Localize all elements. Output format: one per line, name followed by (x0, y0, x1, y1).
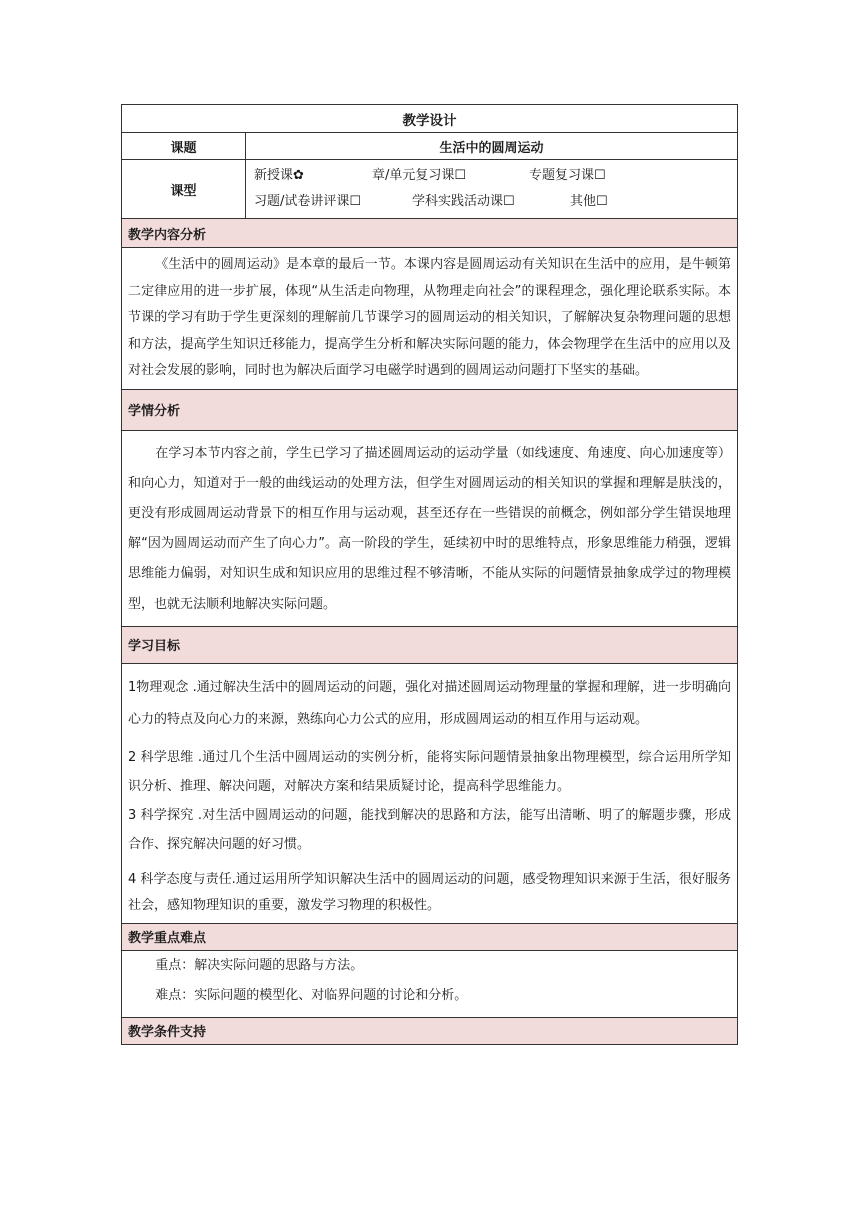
objective-item-2: 2 科学思维 .通过几个生活中圆周运动的实例分析，能将实际问题情景抽象出物理模型，综合运用所学知识分析、推理、解决问题，对解决方案和结果质疑讨论，提高科学思维能力。 (128, 749, 731, 794)
key-point-text: 重点：解决实际问题的思路与方法。 (155, 957, 364, 973)
objective-item-4: 4 科学态度与责任.通过运用所学知识解决生活中的圆周运动的问题，感受物理知识来源于生活，很好服务社会，感知物理知识的重要，激发学习物理的积极性。 (128, 871, 731, 913)
doc-title: 教学设计 (122, 105, 738, 133)
type-unit-review: 章/单元复习课☐ (372, 168, 467, 183)
content-analysis-heading: 教学内容分析 (122, 219, 738, 248)
student-analysis-text: 在学习本节内容之前，学生已学习了描述圆周运动的运动学量（如线速度、角速度、向心加速度等）和向心力，知道对于一般的曲线运动的处理方法，但学生对圆周运动的相关知识的掌握和理解是肤浅的，更没有形成圆周运动背景下的相互作用与运动观，甚至还存在一些错误的前概念，例如部分学生错误地理解“因为圆周运动而产生了向心力”。高一阶段的学生，延续初中时的思维特点，形象思维能力稍强，逻辑思维能力偏弱，对知识生成和知识应用的思维过程不够清晰，不能从实际的问题情景抽象成学过的物理模型，也就无法顺利地解决实际问题。 (128, 445, 731, 612)
lesson-plan-table (121, 104, 738, 1045)
type-other: 其他☐ (570, 194, 608, 209)
objectives-heading: 学习目标 (122, 626, 738, 663)
type-topic-review: 专题复习课☐ (529, 168, 606, 183)
topic-label: 课题 (122, 133, 246, 160)
objective-item-3: 3 科学探究 .对生活中圆周运动的问题，能找到解决的思路和方法，能写出清晰、明了的解题步骤，形成合作、探究解决问题的好习惯。 (128, 807, 731, 852)
type-exercise-review: 习题/试卷讲评课☐ (254, 194, 362, 209)
key-points-body (122, 950, 738, 1017)
difficult-point-text: 难点：实际问题的模型化、对临界问题的讨论和分析。 (155, 987, 468, 1003)
lesson-type-row-2 (254, 189, 729, 215)
objective-item-1: 1物理观念 .通过解决生活中的圆周运动的问题，强化对描述圆周运动物理量的掌握和理解，进一步明确向心力的特点及向心力的来源，熟练向心力公式的应用，形成圆周运动的相互作用与运动观。 (128, 679, 731, 728)
lesson-type-options (246, 160, 738, 219)
type-practice-activity: 学科实践活动课☐ (412, 194, 515, 209)
type-new-lesson: 新授课✿ (254, 168, 304, 183)
content-analysis-body (122, 248, 738, 390)
lesson-type-row-1 (254, 163, 729, 189)
objectives-body (122, 663, 738, 923)
topic-value: 生活中的圆周运动 (246, 133, 738, 160)
content-analysis-text: 《生活中的圆周运动》是本章的最后一节。本课内容是圆周运动有关知识在生活中的应用，是牛顿第二定律应用的进一步扩展，体现“从生活走向物理，从物理走向社会”的课程理念，强化理论联系实际。本节课的学习有助于学生更深刻的理解前几节课学习的圆周运动的相关知识，了解解决复杂物理问题的思想和方法，提高学生知识迁移能力，提高学生分析和解决实际问题的能力，体会物理学在生活中的应用以及对社会发展的影响，同时也为解决后面学习电磁学时遇到的圆周运动问题打下坚实的基础。 (128, 257, 731, 378)
conditions-heading: 教学条件支持 (122, 1017, 738, 1044)
student-analysis-heading: 学情分析 (122, 389, 738, 430)
lesson-type-label: 课型 (122, 160, 246, 219)
key-points-heading: 教学重点难点 (122, 923, 738, 950)
student-analysis-body (122, 430, 738, 626)
